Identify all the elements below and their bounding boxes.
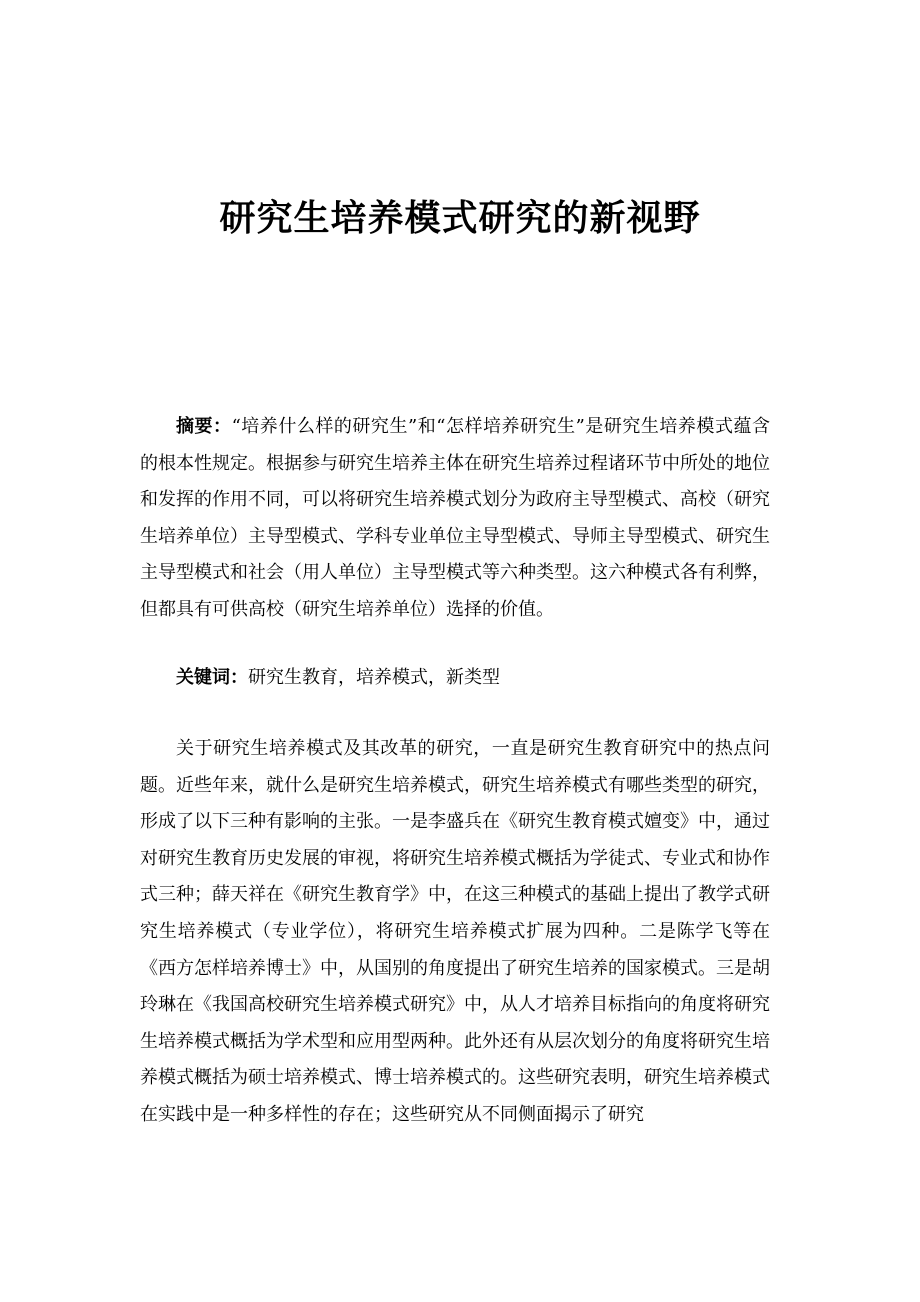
keywords-text: 研究生教育，培养模式，新类型 bbox=[248, 667, 500, 688]
abstract-paragraph bbox=[140, 409, 770, 629]
body-paragraph: 关于研究生培养模式及其改革的研究，一直是研究生教育研究中的热点问题。近些年来，就什么是研究生培养模式，研究生培养模式有哪些类型的研究，形成了以下三种有影响的主张。一是李盛兵在《研究生教育模式嬗变》中，通过对研究生教育历史发展的审视，将研究生培养模式概括为学徒式、专业式和协作式三种；薛天祥在《研究生教育学》中，在这三种模式的基础上提出了教学式研究生培养模式（专业学位），将研究生培养模式扩展为四种。二是陈学飞等在《西方怎样培养博士》中，从国别的角度提出了研究生培养的国家模式。三是胡玲琳在《我国高校研究生培养模式研究》中，从人才培养目标指向的角度将研究生培养模式概括为学术型和应用型两种。此外还有从层次划分的角度将研究生培养模式概括为硕士培养模式、博士培养模式的。这些研究表明，研究生培养模式在实践中是一种多样性的存在；这些研究从不同侧面揭示了研究 bbox=[140, 738, 770, 1125]
keywords-paragraph bbox=[140, 660, 770, 697]
abstract-text: “培养什么样的研究生”和“怎样培养研究生”是研究生培养模式蕴含的根本性规定。根据参与研究生培养主体在研究生培养过程诸环节中所处的地位和发挥的作用不同，可以将研究生培养模式划分为政府主导型模式、高校（研究生培养单位）主导型模式、学科专业单位主导型模式、导师主导型模式、研究生主导型模式和社会（用人单位）主导型模式等六种类型。这六种模式各有利弊，但都具有可供高校（研究生培养单位）选择的价值。 bbox=[140, 416, 770, 620]
keywords-label: 关键词： bbox=[176, 667, 248, 688]
document-title: 研究生培养模式研究的新视野 bbox=[219, 197, 701, 239]
abstract-label: 摘要： bbox=[176, 416, 232, 437]
